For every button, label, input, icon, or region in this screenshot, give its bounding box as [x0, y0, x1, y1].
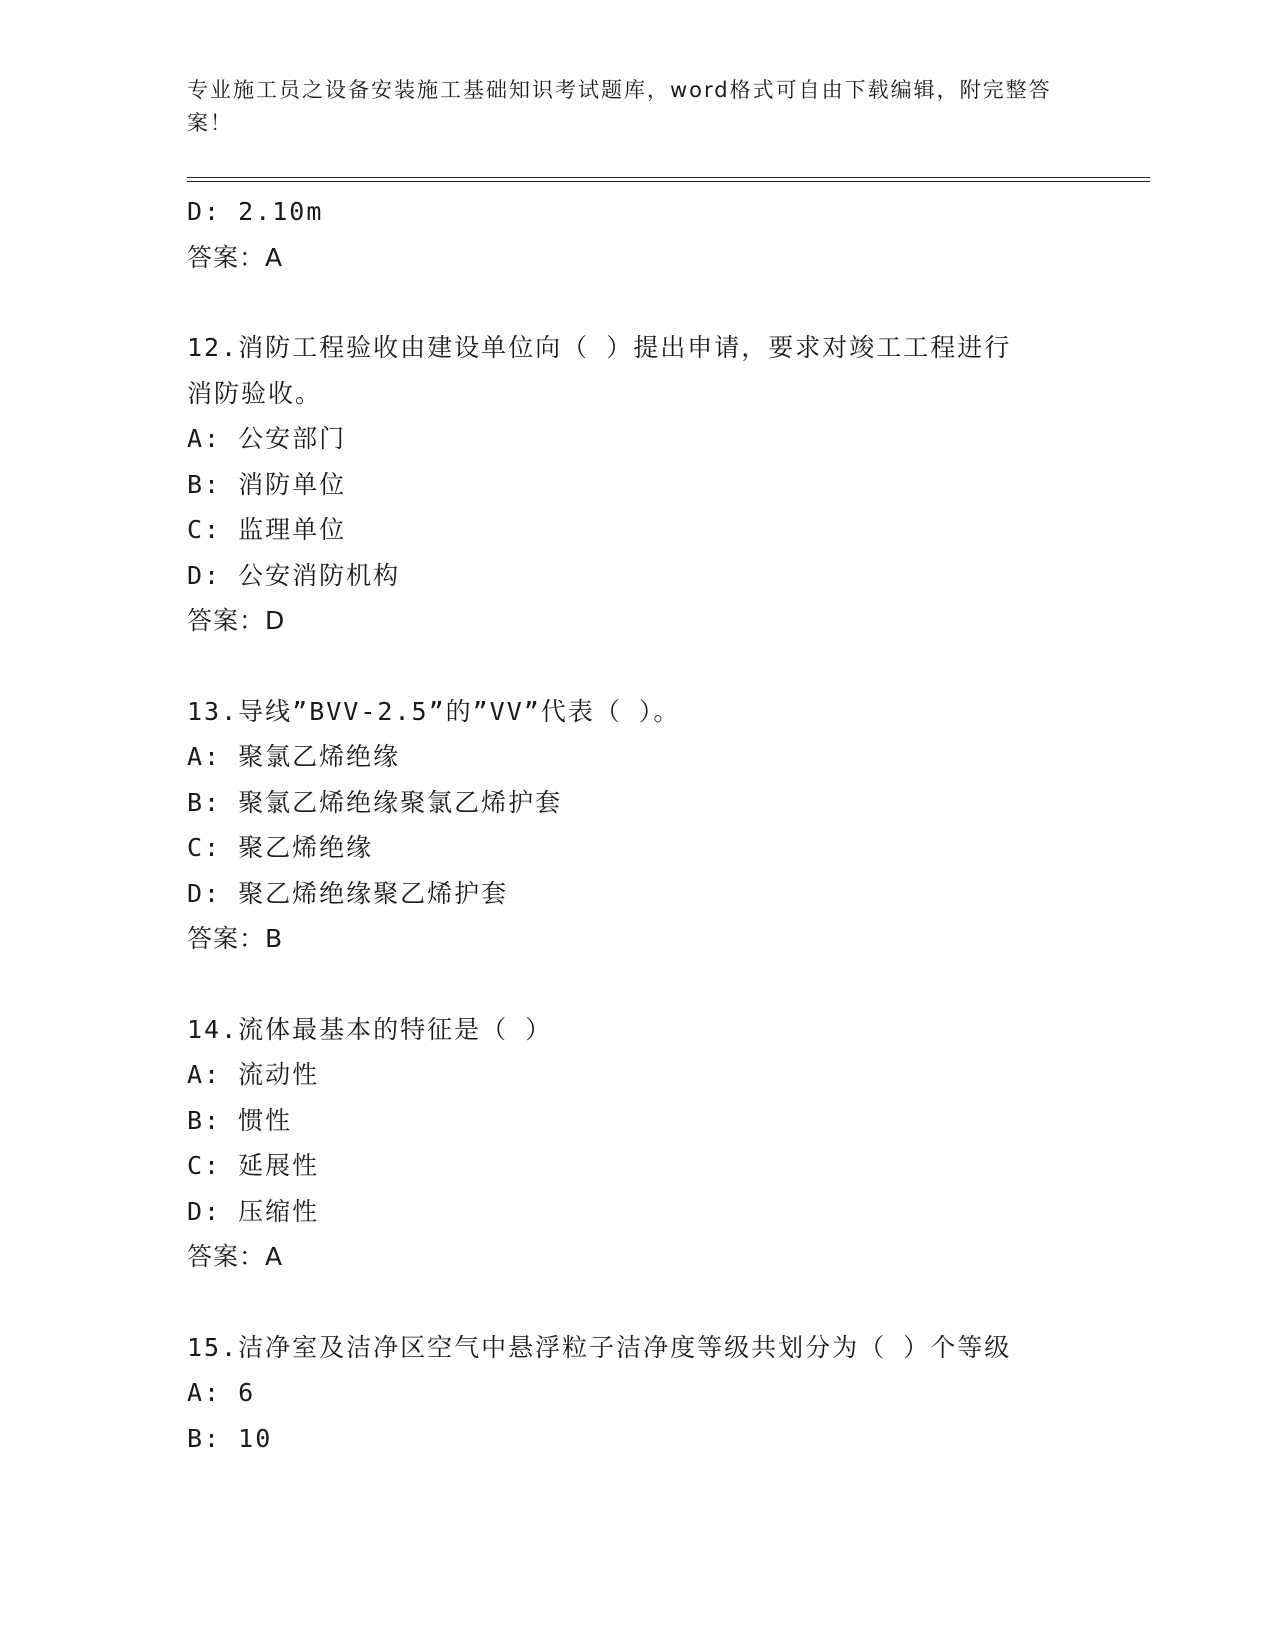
option-a: A: 流动性 — [187, 1060, 320, 1089]
option-d: D: 压缩性 — [187, 1196, 320, 1226]
question-stem: 13.导线”BVV-2.5”的”VV”代表（ ）。 — [187, 696, 681, 726]
question-stem: 14.流体最基本的特征是（ ） — [187, 1014, 553, 1044]
question-13 — [187, 689, 1087, 962]
answer-line: 答案：A — [187, 1242, 284, 1271]
option-d: D: 聚乙烯绝缘聚乙烯护套 — [187, 878, 509, 908]
answer-line: 答案：B — [187, 924, 284, 953]
answer-line: 答案：D — [187, 606, 286, 635]
option-b: B: 消防单位 — [187, 469, 347, 499]
question-12 — [187, 325, 1087, 644]
option-b: B: 惯性 — [187, 1105, 293, 1135]
question-14 — [187, 1007, 1087, 1280]
header-divider — [187, 177, 1150, 182]
option-d: D: 公安消防机构 — [187, 560, 401, 590]
question-stem: 15.洁净室及洁净区空气中悬浮粒子洁净度等级共划分为（ ）个等级 — [187, 1332, 1012, 1362]
option-b: B: 聚氯乙烯绝缘聚氯乙烯护套 — [187, 787, 563, 817]
question-15 — [187, 1325, 1087, 1462]
question-stem-continued: 消防验收。 — [187, 378, 323, 408]
answer-line: 答案：A — [187, 242, 284, 272]
option-d: D: 2.10m — [187, 197, 324, 226]
option-a: A: 公安部门 — [187, 424, 347, 453]
document-header: 专业施工员之设备安装施工基础知识考试题库，word格式可自由下载编辑，附完整答案！ — [187, 78, 1052, 135]
option-c: C: 聚乙烯绝缘 — [187, 833, 374, 862]
question-stem: 12.消防工程验收由建设单位向（ ）提出申请，要求对竣工工程进行 — [187, 333, 1012, 362]
option-c: C: 监理单位 — [187, 515, 347, 544]
option-b: B: 10 — [187, 1423, 273, 1453]
option-a: A: 聚氯乙烯绝缘 — [187, 742, 401, 771]
previous-question-tail — [187, 189, 1087, 280]
question-list — [187, 189, 1087, 1461]
option-a: A: 6 — [187, 1378, 256, 1407]
option-c: C: 延展性 — [187, 1151, 320, 1180]
